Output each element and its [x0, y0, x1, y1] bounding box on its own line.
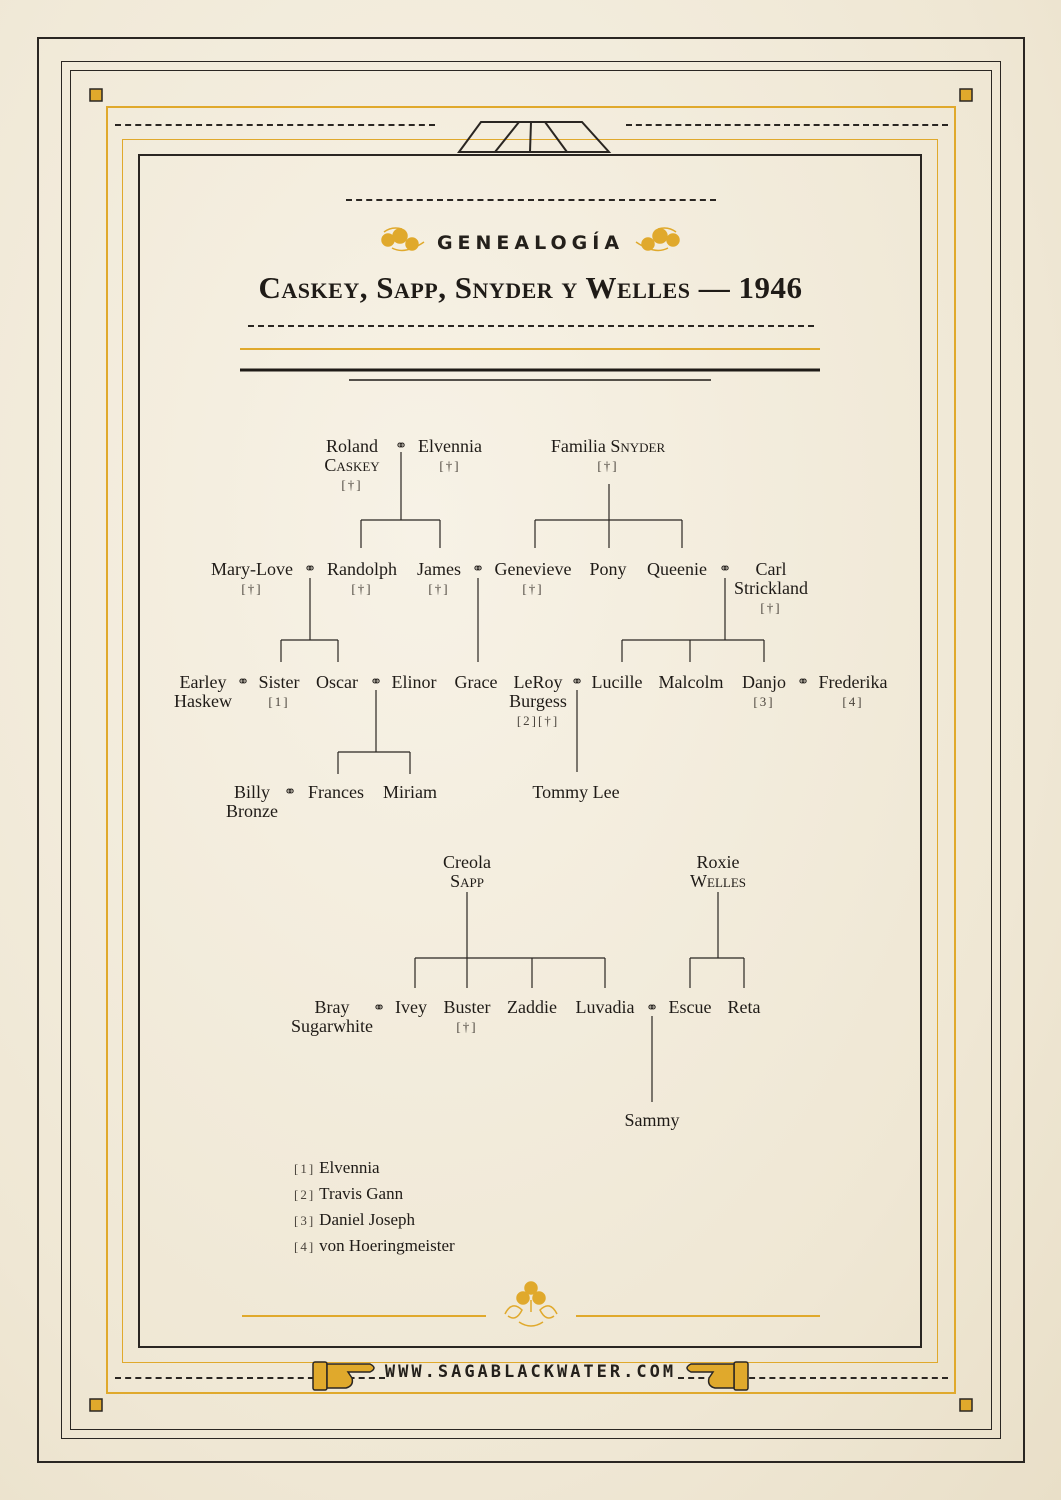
person-carl-strickland: Carl Strickland [†]: [734, 559, 808, 615]
person-oscar: Oscar: [316, 672, 358, 692]
marriage-rings-icon: ⚭: [718, 561, 732, 578]
person-pony: Pony: [589, 559, 627, 579]
marriage-rings-icon: ⚭: [645, 1000, 659, 1017]
corner-ornament-icon: [960, 89, 972, 101]
person-frances: Frances: [308, 782, 364, 802]
person-luvadia: Luvadia: [575, 997, 635, 1017]
person-escue: Escue: [668, 997, 712, 1017]
person-queenie: Queenie: [647, 559, 707, 579]
person-earley-haskew: Earley Haskew: [174, 672, 232, 711]
person-genevieve: Genevieve [†]: [494, 559, 572, 596]
footnotes: [294, 1155, 455, 1259]
person-bray-sugarwhite: Bray Sugarwhite: [291, 997, 373, 1036]
footnote: [2] Travis Gann: [294, 1184, 404, 1203]
person-danjo: Danjo [3]: [742, 672, 786, 709]
person-randolph: Randolph [†]: [327, 559, 397, 596]
website-url: WWW.SAGABLACKWATER.COM: [384, 1362, 677, 1382]
art-deco-emblem-icon: [459, 122, 609, 152]
person-billy-bronze: Billy Bronze: [226, 782, 278, 821]
marriage-rings-icon: ⚭: [372, 1000, 386, 1017]
marriage-rings-icon: ⚭: [471, 561, 485, 578]
person-miriam: Miriam: [383, 782, 437, 802]
corner-ornament-icon: [90, 89, 102, 101]
marriage-rings-icon: ⚭: [236, 674, 250, 691]
person-zaddie: Zaddie: [507, 997, 557, 1017]
person-malcolm: Malcolm: [658, 672, 724, 692]
person-familia-snyder: Familia Snyder [†]: [550, 436, 666, 473]
marriage-rings-icon: ⚭: [369, 674, 383, 691]
person-elvennia: Elvennia [†]: [418, 436, 482, 473]
marriage-rings-icon: ⚭: [570, 674, 584, 691]
person-reta: Reta: [727, 997, 761, 1017]
person-tommy-lee: Tommy Lee: [532, 782, 620, 802]
marriage-rings-icon: ⚭: [796, 674, 810, 691]
page-subtitle: GENEALOGÍA: [436, 232, 625, 254]
marriage-rings-icon: ⚭: [303, 561, 317, 578]
footnote: [1] Elvennia: [294, 1158, 380, 1177]
page-title: Caskey, Sapp, Snyder y Welles — 1946: [258, 270, 803, 305]
person-roland-caskey: Roland Caskey [†]: [324, 436, 380, 492]
person-ivey: Ivey: [395, 997, 427, 1017]
person-grace: Grace: [454, 672, 498, 692]
footnote: [3] Daniel Joseph: [294, 1210, 416, 1229]
person-james: James [†]: [417, 559, 461, 596]
person-frederika: Frederika [4]: [818, 672, 888, 709]
corner-ornament-icon: [90, 1399, 102, 1411]
person-elinor: Elinor: [391, 672, 437, 692]
person-leroy-burgess: LeRoy Burgess [2][†]: [509, 672, 567, 728]
person-sammy: Sammy: [624, 1110, 680, 1130]
person-roxie-welles: Roxie Welles: [690, 852, 746, 891]
person-creola-sapp: Creola Sapp: [443, 852, 491, 891]
person-lucille: Lucille: [591, 672, 643, 692]
footnote: [4] von Hoeringmeister: [294, 1236, 455, 1255]
person-mary-love: Mary-Love [†]: [211, 559, 293, 596]
corner-ornament-icon: [960, 1399, 972, 1411]
marriage-rings-icon: ⚭: [394, 438, 408, 455]
club-flourish-icon: [505, 1282, 557, 1326]
person-buster: Buster [†]: [443, 997, 491, 1034]
marriage-rings-icon: ⚭: [283, 784, 297, 801]
person-sister: Sister [1]: [258, 672, 300, 709]
